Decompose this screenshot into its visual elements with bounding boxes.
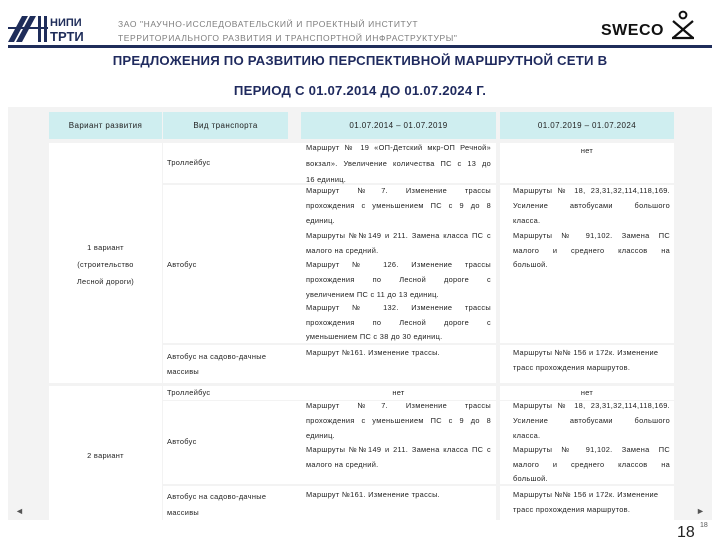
v1-trolleybus-p1-line-2: вокзал». Увеличение количества ПС с 13 до <box>306 159 491 168</box>
page-total: 18 <box>700 522 708 529</box>
header-divider <box>8 45 712 48</box>
slide-title-line-1: ПРЕДЛОЖЕНИЯ ПО РАЗВИТИЮ ПЕРСПЕКТИВНОЙ МАРШРУТНОЙ СЕТИ В <box>112 53 608 68</box>
v1-bus-p1-line-4: Маршруты №№149 и 211. Замена класса ПС с <box>306 231 491 240</box>
v2-trolleybus-type: Троллейбус <box>167 388 211 397</box>
header-cell-transport: Вид транспорта <box>163 112 288 139</box>
v1-bus-p1-line-1: Маршрут №7. Изменение трассы <box>306 186 491 195</box>
v1-trolleybus-type: Троллейбус <box>167 158 211 167</box>
v1-dacha-p2-line-2: трасс прохождения маршрутов. <box>513 363 631 372</box>
logo-text-bottom: ТРТИ <box>50 29 84 44</box>
v2-dacha-p2-cell <box>500 486 674 520</box>
v2-bus-p1-line-4: Маршруты №№149 и 211. Замена класса ПС с <box>306 445 491 454</box>
v1-bus-p2-line-1: Маршруты № 18, 23,31,32,114,118,169. <box>513 186 670 195</box>
v1-bus-p2-line-4: Маршруты № 91,102. Замена ПС <box>513 231 670 240</box>
v1-dacha-p1: Маршрут №161. Изменение трассы. <box>306 348 441 357</box>
v1-bus-p1-line-9: Маршрут № 132. Изменение трассы <box>306 303 491 312</box>
v2-bus-p1-line-2: прохождения с уменьшением ПС с 9 до 8 <box>306 416 491 425</box>
v1-trolleybus-p2: нет <box>580 146 594 155</box>
v2-trolleybus-type-cell <box>163 386 301 400</box>
variant-1-label-line-3: Лесной дороги) <box>76 277 135 286</box>
v1-bus-p1-line-10: прохождения по Лесной дороге с <box>306 318 491 327</box>
v1-bus-p2-line-3: класса. <box>513 216 541 225</box>
v2-bus-p2-line-5: малого и среднего классов на <box>513 460 670 469</box>
v2-dacha-p2-line-1: Маршруты №№ 156 и 172к. Изменение <box>513 490 659 499</box>
v1-dacha-type-cell <box>163 345 301 383</box>
slide-title-line-2: ПЕРИОД С 01.07.2014 ДО 01.07.2024 Г. <box>233 83 487 98</box>
prev-slide-arrow-icon[interactable]: ◄ <box>15 506 24 516</box>
v2-dacha-p2-line-2: трасс прохождения маршрутов. <box>513 505 631 514</box>
sweco-wordmark: SWECO <box>601 22 664 39</box>
v1-bus-p1-line-6: Маршрут № 126. Изменение трассы <box>306 260 491 269</box>
header-cell-period-2: 01.07.2019 – 01.07.2024 <box>500 112 674 139</box>
v1-dacha-p1-cell <box>301 345 496 383</box>
page-number: 18 <box>677 524 695 541</box>
v2-bus-p2-line-1: Маршруты № 18, 23,31,32,114,118,169. <box>513 401 670 410</box>
organization-name <box>118 17 457 45</box>
v1-bus-p1-line-5: малого на средний. <box>306 246 379 255</box>
next-slide-arrow-icon[interactable]: ► <box>696 506 705 516</box>
v1-bus-p2-line-6: большой. <box>513 260 548 269</box>
variant-1-label-line-1: 1 вариант <box>87 243 124 252</box>
v1-bus-p1-line-11: уменьшением ПС с 38 до 30 единиц. <box>306 332 443 341</box>
v2-bus-p2-line-6: большой. <box>513 474 548 483</box>
v2-bus-p2-line-3: класса. <box>513 431 541 440</box>
variant-2-cell <box>49 386 162 520</box>
v1-bus-p1-line-7: прохождения по Лесной дороге с <box>306 275 491 284</box>
v1-bus-type-cell <box>163 185 301 343</box>
org-line-1: ЗАО "НАУЧНО-ИССЛЕДОВАТЕЛЬСКИЙ И ПРОЕКТНЫЙ ИНСТИТУТ <box>118 19 419 29</box>
variant-1-label-line-2: (строительство <box>77 260 134 269</box>
v1-dacha-p2-line-1: Маршруты №№ 156 и 172к. Изменение <box>513 348 659 357</box>
sweco-logo-icon <box>670 10 696 40</box>
v1-bus-type: Автобус <box>167 260 197 269</box>
v2-bus-p1-line-5: малого на средний. <box>306 460 379 469</box>
v1-bus-p1-line-8: увеличением ПС с 11 до 13 единиц. <box>306 290 439 299</box>
v1-bus-p1-line-3: единиц. <box>306 216 335 225</box>
org-line-2: ТЕРРИТОРИАЛЬНОГО РАЗВИТИЯ И ТРАНСПОРТНОЙ ИНФРАСТРУКТУРЫ" <box>118 33 458 43</box>
header-cell-variant: Вариант развития <box>49 112 162 139</box>
v1-dacha-type-line-1: Автобус на садово-дачные <box>167 352 267 361</box>
v1-bus-p2-line-2: Усиление автобусами большого <box>513 201 670 210</box>
v2-dacha-type-cell <box>163 486 301 520</box>
v2-bus-p1-line-1: Маршрут №7. Изменение трассы <box>306 401 491 410</box>
v1-trolleybus-type-cell <box>163 143 301 183</box>
v1-bus-p2-line-5: малого и среднего классов на <box>513 246 670 255</box>
v2-dacha-type-line-1: Автобус на садово-дачные <box>167 492 267 501</box>
v2-dacha-p1-cell <box>301 486 496 520</box>
v1-dacha-type-line-2: массивы <box>167 367 200 376</box>
v2-bus-p2-line-2: Усиление автобусами большого <box>513 416 670 425</box>
logo-text-top: НИПИ <box>50 17 82 29</box>
v2-bus-type-cell <box>163 401 301 484</box>
header-cell-period-1: 01.07.2014 – 01.07.2019 <box>301 112 496 139</box>
variant-2-label: 2 вариант <box>87 451 124 460</box>
v1-trolleybus-p2-cell <box>500 143 674 183</box>
v2-trolleybus-p2: нет <box>580 388 594 397</box>
v2-dacha-type-line-2: массивы <box>167 508 200 517</box>
v1-dacha-p2-cell <box>500 345 674 383</box>
v2-bus-type: Автобус <box>167 437 197 446</box>
v2-bus-p1-line-3: единиц. <box>306 431 335 440</box>
v2-trolleybus-p1: нет <box>392 388 405 397</box>
v1-trolleybus-p1-line-1: Маршрут № 19 «ОП-Детский мкр-ОП Речной» <box>306 143 491 152</box>
v1-bus-p1-line-2: прохождения с уменьшением ПС с 9 до 8 <box>306 201 491 210</box>
nipi-trti-logo <box>8 14 104 44</box>
v1-trolleybus-p1-line-3: 16 единиц. <box>306 175 347 184</box>
variant-1-cell <box>49 143 162 383</box>
v2-dacha-p1: Маршрут №161. Изменение трассы. <box>306 490 441 499</box>
v2-bus-p2-line-4: Маршруты № 91,102. Замена ПС <box>513 445 670 454</box>
